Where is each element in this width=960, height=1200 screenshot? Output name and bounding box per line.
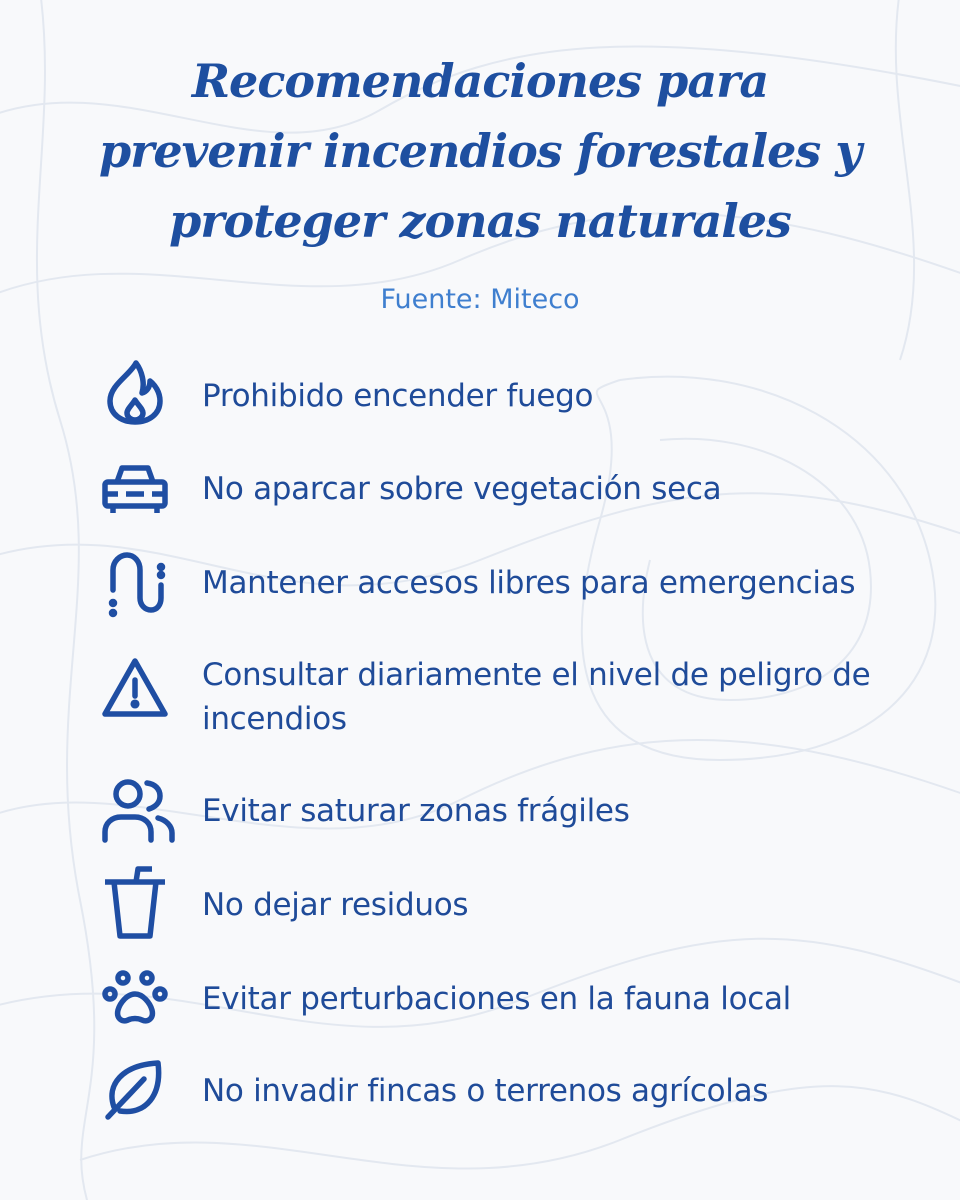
page-title [0,46,960,256]
leaf-icon [100,1055,170,1125]
cup-trash-icon [100,864,170,934]
source-label: Fuente: Miteco [380,284,580,315]
recommendation-label: Prohibido encender fuego [202,378,594,414]
title-line-2: prevenir incendios forestales y [98,124,861,178]
warning-triangle-icon [100,653,170,723]
recommendation-label: Evitar saturar zonas frágiles [202,793,630,829]
recommendation-label: No aparcar sobre vegetación seca [202,471,722,507]
paw-icon [100,963,170,1033]
title-line-3: proteger zonas naturales [169,194,791,248]
recommendation-label: No invadir fincas o terrenos agrícolas [202,1073,769,1109]
car-icon [100,453,170,523]
recommendation-label: Consultar diariamente el nivel de peligro de incendios [202,657,871,737]
recommendation-label: Evitar perturbaciones en la fauna local [202,981,791,1017]
title-line-1: Recomendaciones para [191,54,769,108]
flame-icon [100,357,170,427]
recommendation-label: Mantener accesos libres para emergencias [202,565,856,601]
path-icon [100,548,170,618]
people-icon [100,776,170,846]
recommendation-label: No dejar residuos [202,887,469,923]
